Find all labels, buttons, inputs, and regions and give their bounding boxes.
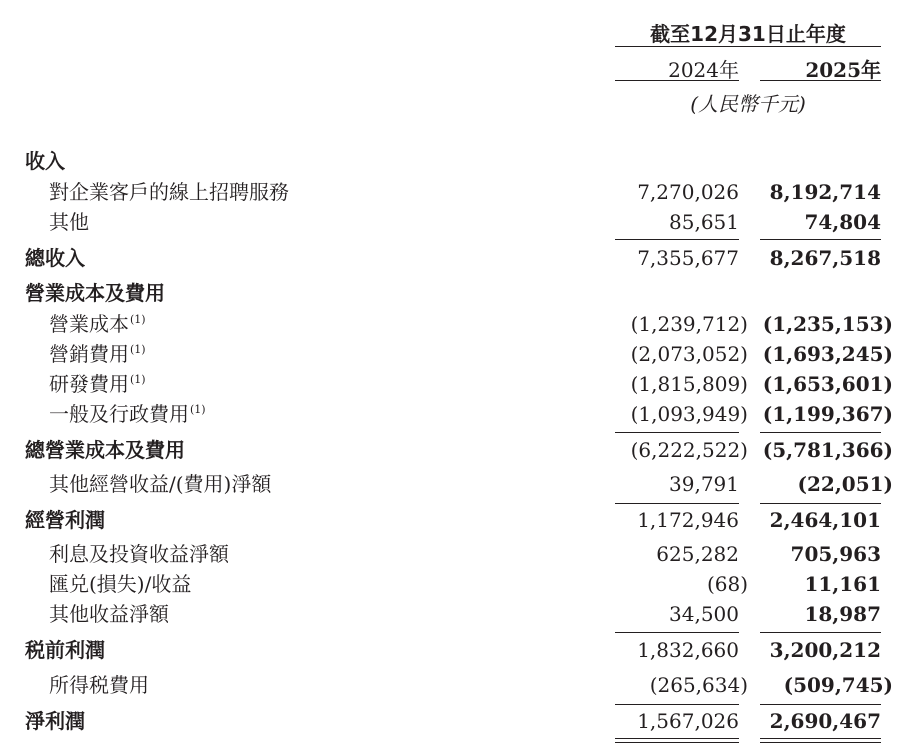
- double-underline: [615, 738, 739, 743]
- value-2024: 34,500: [669, 602, 739, 626]
- value-2025: 2,690,467: [769, 709, 881, 733]
- value-2024: (265,634): [649, 673, 748, 697]
- subtotal-rule: [760, 704, 881, 705]
- row-label: 其他經營收益/(費用)淨額: [49, 472, 272, 496]
- value-2024: (1,093,949): [630, 402, 748, 426]
- subtotal-rule: [615, 432, 739, 433]
- subtotal-rule: [615, 632, 739, 633]
- row-label: 總收入: [25, 246, 85, 270]
- value-2024: 1,567,026: [637, 709, 739, 733]
- value-2025: (1,653,601): [762, 372, 893, 396]
- value-2025: 8,267,518: [769, 246, 881, 270]
- value-2024: (68): [706, 572, 748, 596]
- table-row: [0, 670, 917, 700]
- row-label: 經營利潤: [25, 508, 105, 532]
- value-2024: 85,651: [669, 210, 739, 234]
- row-label: 税前利潤: [25, 638, 105, 662]
- value-2024: 1,832,660: [637, 638, 739, 662]
- value-2024: 7,270,026: [637, 180, 739, 204]
- value-2024: 1,172,946: [637, 508, 739, 532]
- value-2024: 625,282: [656, 542, 739, 566]
- row-label: 營業成本及費用: [25, 281, 165, 305]
- table-row-total: [0, 635, 917, 665]
- value-2025: 18,987: [804, 602, 881, 626]
- row-label: 其他: [49, 210, 89, 234]
- row-label: 研發費用$^{(1)}$: [49, 372, 146, 396]
- value-2025: 11,161: [804, 572, 881, 596]
- table-row: [0, 177, 917, 207]
- row-label: 淨利潤: [25, 709, 85, 733]
- value-2025: (1,235,153): [762, 312, 893, 336]
- table-row: [0, 339, 917, 369]
- table-row-heading: [0, 278, 917, 308]
- row-label: 收入: [25, 149, 65, 173]
- value-2025: (22,051): [797, 472, 893, 496]
- row-label: 營銷費用$^{(1)}$: [49, 342, 146, 366]
- subtotal-rule: [615, 503, 739, 504]
- row-label: 其他收益淨額: [49, 602, 169, 626]
- row-label: 總營業成本及費用: [25, 438, 185, 462]
- value-2025: (5,781,366): [762, 438, 893, 462]
- value-2024: (1,815,809): [630, 372, 748, 396]
- footnote-marker: (1): [130, 343, 146, 357]
- table-row-total: [0, 435, 917, 465]
- subtotal-rule: [760, 503, 881, 504]
- value-2025: (1,199,367): [762, 402, 893, 426]
- subtotal-rule: [760, 632, 881, 633]
- table-row-total: [0, 505, 917, 535]
- table-row: [0, 399, 917, 429]
- table-row: [0, 369, 917, 399]
- row-label: 利息及投資收益淨額: [49, 542, 229, 566]
- row-label: 匯兑(損失)/收益: [49, 572, 192, 596]
- table-row-grand-total: [0, 706, 917, 736]
- table-row: [0, 569, 917, 599]
- footnote-marker: (1): [130, 313, 146, 327]
- value-2025: 74,804: [804, 210, 881, 234]
- value-2025: 2,464,101: [769, 508, 881, 532]
- table-row: [0, 309, 917, 339]
- value-2025: 8,192,714: [769, 180, 881, 204]
- table-row: [0, 539, 917, 569]
- value-2024: 39,791: [669, 472, 739, 496]
- unit-label: (人民幣千元): [690, 92, 806, 116]
- column-header-2025: 2025年: [760, 54, 881, 81]
- value-2025: (1,693,245): [762, 342, 893, 366]
- value-2024: (2,073,052): [630, 342, 748, 366]
- double-underline: [760, 738, 881, 743]
- column-header-period: 截至12月31日止年度: [615, 18, 881, 47]
- row-label: 營業成本$^{(1)}$: [49, 312, 146, 336]
- table-row-total: [0, 243, 917, 273]
- subtotal-rule: [615, 239, 739, 240]
- column-header-2024: 2024年: [615, 54, 739, 81]
- table-row: [0, 469, 917, 499]
- subtotal-rule: [760, 239, 881, 240]
- value-2025: (509,745): [783, 673, 893, 697]
- row-label: 對企業客戶的線上招聘服務: [49, 180, 289, 204]
- subtotal-rule: [760, 432, 881, 433]
- row-label: 所得税費用: [49, 673, 149, 697]
- value-2024: 7,355,677: [637, 246, 739, 270]
- footnote-marker: (1): [190, 403, 206, 417]
- table-row-revenue-heading: [0, 146, 917, 176]
- footnote-marker: (1): [130, 373, 146, 387]
- value-2025: 705,963: [790, 542, 881, 566]
- row-label: 一般及行政費用$^{(1)}$: [49, 402, 206, 426]
- value-2024: (1,239,712): [630, 312, 748, 336]
- value-2025: 3,200,212: [769, 638, 881, 662]
- table-row: [0, 599, 917, 629]
- value-2024: (6,222,522): [630, 438, 748, 462]
- table-row: [0, 207, 917, 237]
- subtotal-rule: [615, 704, 739, 705]
